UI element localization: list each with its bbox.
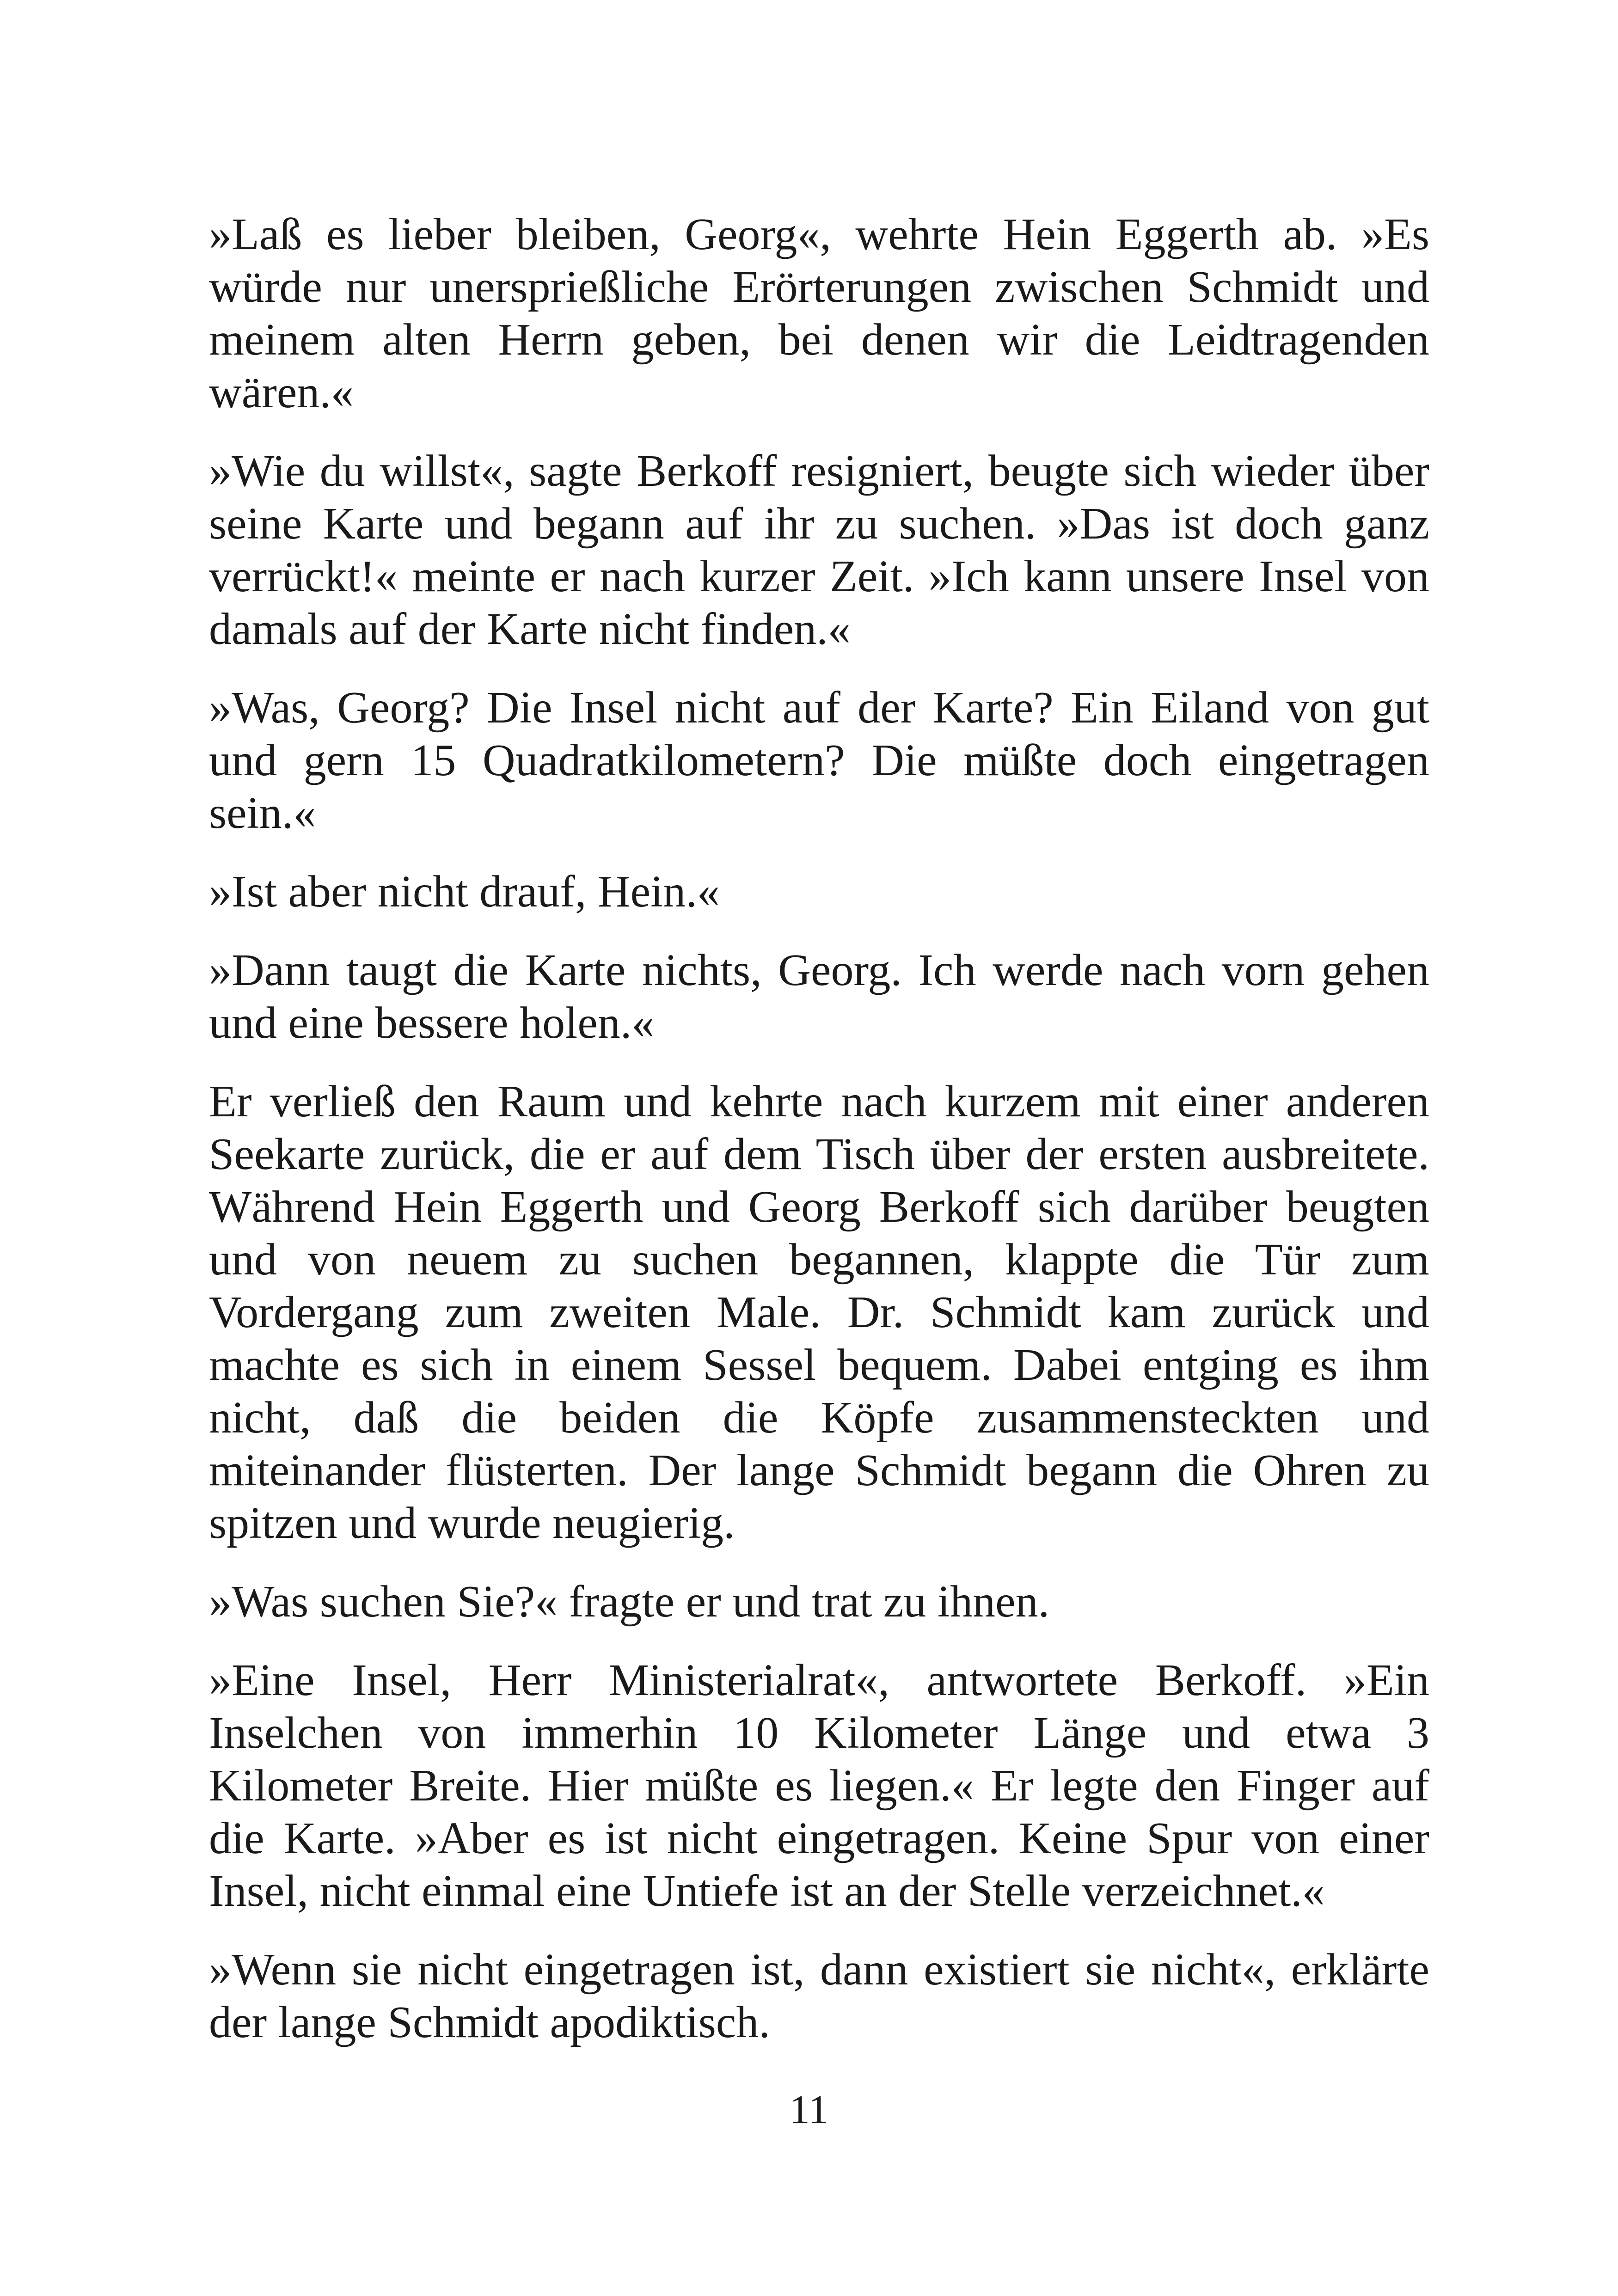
paragraph-9: »Wenn sie nicht eingetragen ist, dann existiert sie nicht«, erklärte der lange Schmidt apodiktisch. bbox=[209, 1945, 1429, 2047]
paragraph-4: »Ist aber nicht drauf, Hein.« bbox=[209, 867, 720, 917]
page-number: 11 bbox=[789, 2088, 829, 2132]
paragraph-3: »Was, Georg? Die Insel nicht auf der Karte? Ein Eiland von gut und gern 15 Quadratkilometern? Die müßte doch eingetragen sein.« bbox=[209, 683, 1429, 838]
paragraph-1: »Laß es lieber bleiben, Georg«, wehrte Hein Eggerth ab. »Es würde nur unersprießliche Erörterungen zwischen Schmidt und meinem alten Herrn geben, bei denen wir die Leidtragenden wären.« bbox=[209, 209, 1429, 417]
paragraph-8: »Eine Insel, Herr Ministerialrat«, antwortete Berkoff. »Ein Inselchen von immerhin 10 Kilometer Länge und etwa 3 Kilometer Breite. Hier müßte es liegen.« Er legte den Finger auf die Karte. »Aber es ist nicht eingetragen. Keine Spur von einer Insel, nicht einmal eine Untiefe ist an der Stelle verzeichnet.« bbox=[209, 1655, 1429, 1916]
paragraph-7: »Was suchen Sie?« fragte er und trat zu ihnen. bbox=[209, 1577, 1050, 1627]
paragraph-5: »Dann taugt die Karte nichts, Georg. Ich werde nach vorn gehen und eine bessere holen.« bbox=[209, 945, 1429, 1048]
paragraph-2: »Wie du willst«, sagte Berkoff resigniert, beugte sich wieder über seine Karte und begann auf ihr zu suchen. »Das ist doch ganz verrückt!« meinte er nach kurzer Zeit. »Ich kann unsere Insel von damals auf der Karte nicht finden.« bbox=[209, 446, 1429, 654]
body-text bbox=[209, 208, 1429, 2049]
paragraph-6: Er verließ den Raum und kehrte nach kurzem mit einer anderen Seekarte zurück, die er auf dem Tisch über der ersten ausbreitete. Während Hein Eggerth und Georg Berkoff sich darüber beugten und von neuem zu suchen begannen, klappte die Tür zum Vordergang zum zweiten Male. Dr. Schmidt kam zurück und machte es sich in einem Sessel bequem. Dabei entging es ihm nicht, daß die beiden die Köpfe zusammensteckten und miteinander flüsterten. Der lange Schmidt begann die Ohren zu spitzen und wurde neugierig. bbox=[209, 1077, 1429, 1548]
